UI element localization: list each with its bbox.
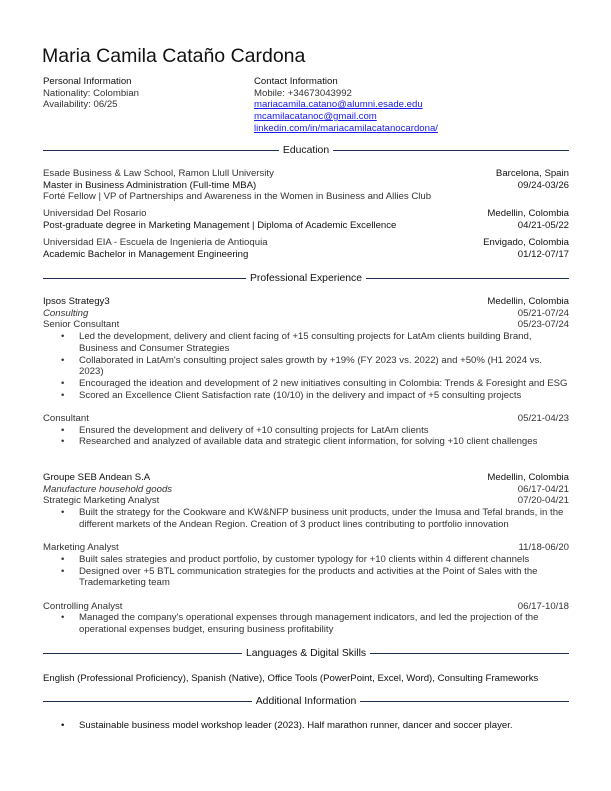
additional-info	[43, 720, 569, 732]
role-dates: 05/23-07/24	[517, 319, 569, 331]
mobile: Mobile: +34673043992	[254, 87, 352, 99]
contact-info	[254, 76, 438, 135]
section-header-languages: Languages & Digital Skills	[43, 648, 569, 660]
experience-entry-groupe-seb	[43, 472, 569, 636]
dates: 04/21-05/22	[517, 219, 569, 231]
bullet-list	[43, 507, 569, 530]
bullet: • Built sales strategies and product portfolio, by customer typology for +10 clients within 4 different channels	[43, 554, 569, 566]
industry: Manufacture household goods	[43, 483, 173, 495]
degree: Post-graduate degree in Marketing Management | Diploma of Academic Excellence	[43, 219, 397, 231]
location: Medellin, Colombia	[487, 472, 569, 483]
education-entry	[43, 237, 569, 260]
role-title: Consultant	[43, 413, 89, 425]
role-title: Strategic Marketing Analyst	[43, 495, 160, 507]
section-header-education: Education	[43, 145, 569, 157]
nationality: Nationality: Colombian	[43, 87, 139, 99]
bullet: • Led the development, delivery and client facing of +15 consulting projects for LatAm clients building Brand, Business and Consumer Strategies	[43, 331, 569, 354]
bullet: • Scored an Excellence Client Satisfaction rate (10/10) in the delivery and impact of +5 consulting projects	[43, 390, 569, 402]
email-link-alumni[interactable]: mariacamila.catano@alumni.esade.edu	[254, 99, 423, 111]
bullet-list	[43, 554, 569, 589]
bullet: • Ensured the development and delivery of +10 consulting projects for LatAm clients	[43, 425, 569, 437]
bullet: • Sustainable business model workshop leader (2023). Half marathon runner, dancer and soccer player.	[43, 720, 569, 732]
linkedin-link[interactable]: linkedin.com/in/mariacamilacatanocardona/	[254, 122, 438, 134]
role-dates: 06/17-10/18	[517, 600, 569, 612]
school: Universidad EIA - Escuela de Ingenieria de Antioquia	[43, 237, 268, 248]
role-title: Controlling Analyst	[43, 600, 123, 612]
company: Ipsos Strategy3	[43, 296, 110, 307]
bullet-list	[43, 612, 569, 635]
school: Universidad Del Rosario	[43, 208, 147, 219]
bullet: • Researched and analyzed of available data and strategic client information, for solving +10 client challenges	[43, 436, 569, 448]
section-header-additional: Additional Information	[43, 696, 569, 708]
dates: 05/21-07/24	[517, 307, 569, 319]
experience-entry-ipsos	[43, 296, 569, 448]
bullet: • Collaborated in LatAm's consulting project sales growth by +19% (FY 2023 vs. 2022) and +50% (H1 2024 vs. 2023)	[43, 355, 569, 378]
bullet: • Managed the company's operational expenses through management indicators, and led the projection of the operational expenses budget, ensuring business profitability	[43, 612, 569, 635]
personal-info-heading: Personal Information	[43, 76, 132, 87]
degree: Master in Business Administration (Full-time MBA)	[43, 179, 257, 191]
dates: 09/24-03/26	[517, 179, 569, 191]
contact-info-heading: Contact Information	[254, 76, 338, 87]
bullet: • Designed over +5 BTL communication strategies for the products and activities at the Point of Sales with the Trademarketing team	[43, 566, 569, 589]
languages-skills: English (Professional Proficiency), Spanish (Native), Office Tools (PowerPoint, Excel, Word), Consulting Frameworks	[43, 673, 539, 684]
role-title: Senior Consultant	[43, 319, 120, 331]
school: Esade Business & Law School, Ramon Llull University	[43, 168, 274, 179]
role-dates: 11/18-06/20	[518, 542, 569, 554]
dates: 01/12-07/17	[517, 248, 569, 260]
role-title: Marketing Analyst	[43, 542, 119, 554]
company: Groupe SEB Andean S.A	[43, 472, 151, 483]
email-link-gmail[interactable]: mcamilacatanoc@gmail.com	[254, 111, 377, 123]
education-note: Forté Fellow | VP of Partnerships and Awareness in the Women in Business and Allies Club	[43, 191, 432, 203]
role-dates: 07/20-04/21	[517, 495, 569, 507]
section-header-experience: Professional Experience	[43, 273, 569, 285]
bullet: • Encouraged the ideation and development of 2 new initiatives consulting in Colombia: Trends & Foresight and ESG	[43, 378, 569, 390]
availability: Availability: 06/25	[43, 99, 118, 111]
location: Barcelona, Spain	[495, 168, 569, 179]
bullet: • Built the strategy for the Cookware and KW&NFP business unit products, under the Imusa and Tefal brands, in the different markets of the Andean Region. Creation of 3 product lines contributing to portfolio innovation	[43, 507, 569, 530]
industry: Consulting	[43, 307, 89, 319]
location: Medellin, Colombia	[487, 296, 569, 307]
personal-info	[43, 76, 139, 111]
degree: Academic Bachelor in Management Engineering	[43, 248, 249, 260]
dates: 06/17-04/21	[517, 483, 569, 495]
location: Envigado, Colombia	[483, 237, 569, 248]
bullet-list	[43, 331, 569, 401]
candidate-name: Maria Camila Cataño Cardona	[42, 45, 306, 67]
location: Medellin, Colombia	[487, 208, 569, 219]
education-entry	[43, 208, 569, 231]
role-dates: 05/21-04/23	[517, 413, 569, 425]
bullet-list	[43, 425, 569, 448]
education-entry	[43, 168, 569, 203]
